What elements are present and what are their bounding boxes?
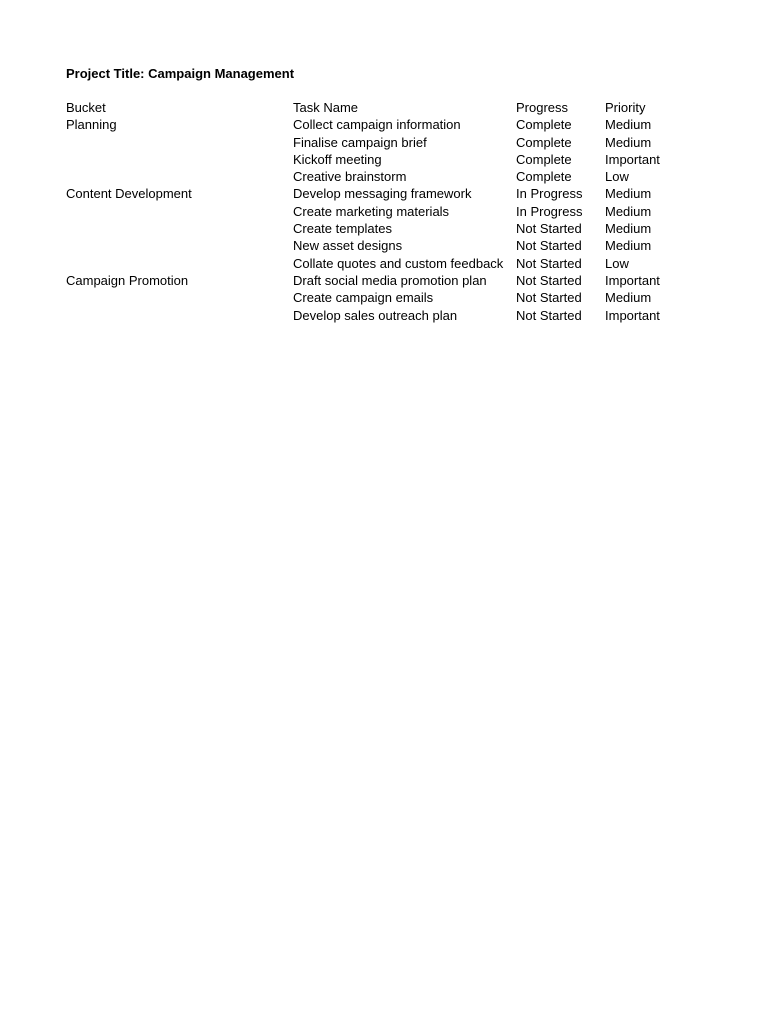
cell-task-name: Develop sales outreach plan xyxy=(293,307,458,323)
cell-bucket xyxy=(66,307,293,324)
cell-priority: Important xyxy=(605,272,660,288)
cell-bucket: Planning xyxy=(66,117,117,133)
table-row xyxy=(66,185,685,202)
cell-priority: Important xyxy=(605,151,660,167)
cell-progress: In Progress xyxy=(516,186,583,202)
cell-bucket xyxy=(66,289,293,306)
cell-bucket xyxy=(66,237,293,254)
cell-task-name: Collate quotes and custom feedback xyxy=(293,255,504,271)
cell-task-name: Draft social media promotion plan xyxy=(293,272,487,288)
cell-priority: Medium xyxy=(605,221,652,237)
cell-bucket xyxy=(66,151,293,168)
cell-priority: Medium xyxy=(605,117,652,133)
cell-priority: Important xyxy=(605,307,660,323)
cell-bucket xyxy=(66,168,293,185)
cell-progress: Not Started xyxy=(516,255,582,271)
table-row xyxy=(66,134,685,151)
cell-task-name: Collect campaign information xyxy=(293,117,461,133)
table-row xyxy=(66,237,685,254)
table-header-row xyxy=(66,99,685,116)
cell-progress: Complete xyxy=(516,151,572,167)
table-row xyxy=(66,307,685,324)
cell-progress: Not Started xyxy=(516,221,582,237)
cell-task-name: Create templates xyxy=(293,221,392,237)
cell-progress: Not Started xyxy=(516,272,582,288)
cell-priority: Medium xyxy=(605,134,652,150)
table-row xyxy=(66,272,685,289)
header-progress: Progress xyxy=(516,100,569,115)
table-row xyxy=(66,168,685,185)
cell-bucket xyxy=(66,220,293,237)
cell-progress: In Progress xyxy=(516,203,583,219)
cell-bucket xyxy=(66,203,293,220)
project-title: Project Title: Campaign Management xyxy=(66,66,295,81)
cell-task-name: Create campaign emails xyxy=(293,290,434,306)
cell-progress: Complete xyxy=(516,117,572,133)
cell-bucket xyxy=(66,134,293,151)
cell-priority: Medium xyxy=(605,186,652,202)
cell-priority: Low xyxy=(605,255,629,271)
task-table-body xyxy=(66,99,685,324)
cell-task-name: Develop messaging framework xyxy=(293,186,472,202)
task-table xyxy=(66,99,685,324)
table-row xyxy=(66,116,685,133)
cell-task-name: Create marketing materials xyxy=(293,203,450,219)
cell-bucket xyxy=(66,255,293,272)
cell-progress: Complete xyxy=(516,169,572,185)
header-bucket: Bucket xyxy=(66,100,106,115)
cell-task-name: Finalise campaign brief xyxy=(293,134,427,150)
cell-priority: Medium xyxy=(605,203,652,219)
cell-progress: Not Started xyxy=(516,307,582,323)
cell-priority: Medium xyxy=(605,238,652,254)
table-row xyxy=(66,220,685,237)
cell-task-name: New asset designs xyxy=(293,238,403,254)
table-row xyxy=(66,289,685,306)
header-priority: Priority xyxy=(605,100,646,115)
table-row xyxy=(66,255,685,272)
cell-bucket: Content Development xyxy=(66,186,192,202)
cell-progress: Complete xyxy=(516,134,572,150)
cell-progress: Not Started xyxy=(516,290,582,306)
cell-priority: Low xyxy=(605,169,629,185)
cell-task-name: Creative brainstorm xyxy=(293,169,407,185)
header-task-name: Task Name xyxy=(293,100,359,115)
cell-progress: Not Started xyxy=(516,238,582,254)
cell-priority: Medium xyxy=(605,290,652,306)
table-row xyxy=(66,151,685,168)
table-row xyxy=(66,203,685,220)
cell-bucket: Campaign Promotion xyxy=(66,272,189,288)
cell-task-name: Kickoff meeting xyxy=(293,151,382,167)
